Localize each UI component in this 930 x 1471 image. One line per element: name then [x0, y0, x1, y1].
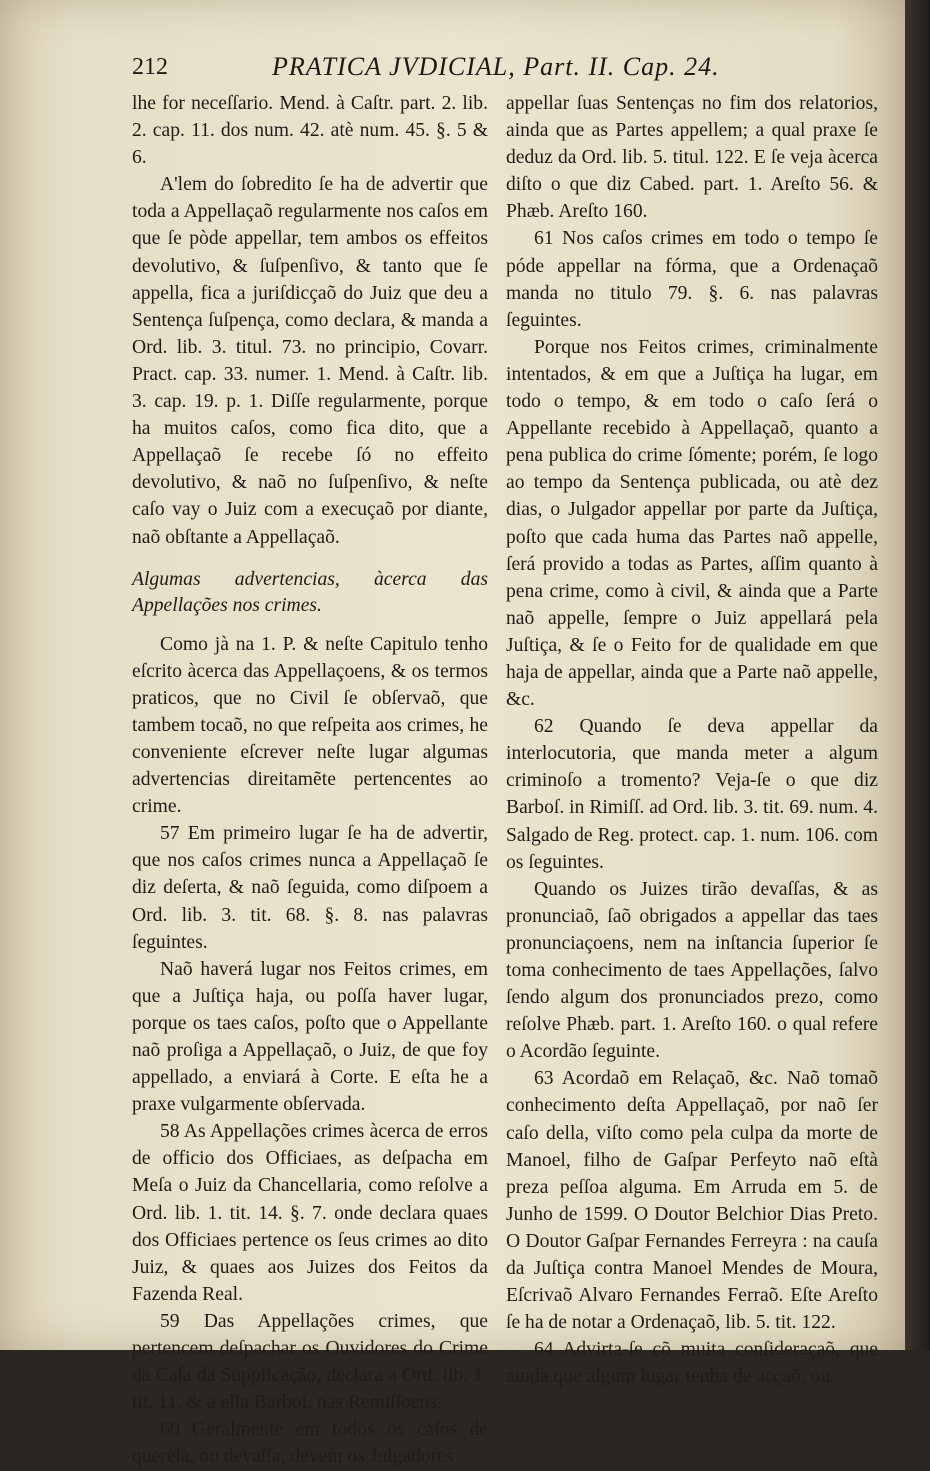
quoted-paragraph: Naõ haverá lugar nos Feitos crimes, em que a Juſtiça haja, ou poſſa haver lugar, porque os taes caſos, poſto que o Appellante naõ proſiga a Appellaçaõ, o Juiz, de que foy appellado, a enviará à Corte. E eſta he a praxe vulgarmente obſervada. [132, 958, 488, 1116]
paragraph: appellar ſuas Sentenças no fim dos relatorios, ainda que as Partes appellem; a qual praxe ſe deduz da Ord. lib. 5. titul. 122. E ſe veja àcerca diſto o que diz Cabed. part. 1. Areſto 56. & Phæb. Areſto 160. [506, 93, 878, 223]
paragraph: 57 Em primeiro lugar ſe ha de advertir, que nos caſos crimes nunca a Appellaçaõ ſe diz deſerta, & naõ ſeguida, como diſpoem a Ord. lib. 3. tit. 68. §. 8. nas palavras ſeguintes. [132, 823, 488, 953]
paragraph: 61 Nos caſos crimes em todo o tempo ſe póde appellar na fórma, que a Ordenaçaõ manda no titulo 79. §. 6. nas palavras ſeguintes. [506, 228, 878, 331]
quoted-paragraph: Porque nos Feitos crimes, criminalmente intentados, & em que a Juſtiça ha lugar, em todo o tempo, & em todo o caſo ſerá o Appellante recebido à Appellaçaõ, quanto a pena publica do crime ſómente; porém, ſe logo ao tempo da Sentença publicada, ou atè dez dias, o Julgador appellar por parte da Juſtiça, poſto que cada huma das Partes naõ appelle, ſerá provido a todas as Partes, aſſim quanto à pena crime, como à civil, & ainda que a Parte naõ appelle, ſempre o Juiz appellará pela Juſtiça, & ſe o Feito for de qualidade em que haja de appellar, ainda que a Parte naõ appelle, &c. [506, 336, 878, 711]
running-head: PRATICA JVDICIAL, Part. II. Cap. 24. [272, 52, 720, 81]
paragraph: Como jà na 1. P. & neſte Capitulo tenho eſcrito àcerca das Appellaçoens, & os termos praticos, que no Civil ſe obſervaõ, que tambem tocaõ, no que reſpeita aos crimes, he conveniente eſcrever neſte lugar algumas advertencias direitamẽte pertencentes ao crime. [132, 633, 488, 818]
paragraph: 64 Advirta-ſe cõ muita conſideraçaõ, que ainda que algum lugar tenha de acçaõ, ou [506, 1339, 878, 1388]
paragraph: Quando os Juizes tirão devaſſas, & as pronunciaõ, ſaõ obrigados a appellar das taes pronunciaçoens, nem na inſtancia ſuperior ſe toma conhecimento de taes Appellações, ſalvo ſendo algum dos pronunciados prezo, como reſolve Phæb. part. 1. Areſto 160. o qual refere o Acordão ſeguinte. [506, 878, 878, 1063]
book-spine-edge [905, 0, 930, 1350]
paragraph: 63 Acordaõ em Relaçaõ, &c. Naõ tomaõ conhecimento deſta Appellaçaõ, por naõ ſer caſo della, viſto como pela culpa da morte de Manoel, filho de Gaſpar Perfeyto naõ eſtà preza peſſoa alguma. Em Arruda em 5. de Junho de 1599. O Doutor Belchior Dias Preto. O Doutor Gaſpar Fernandes Ferreyra : na cauſa da Juſtiça contra Manoel Mendes de Moura, Eſcrivaõ Alvaro Fernandes Ferraõ. Eſte Areſto ſe ha de notar a Ordenaçaõ, lib. 5. tit. 122. [506, 1068, 878, 1334]
left-column [132, 90, 488, 1471]
page-header [132, 52, 892, 88]
page-number: 212 [132, 54, 168, 80]
paragraph: 62 Quando ſe deva appellar da interlocutoria, que manda meter a algum criminoſo a tromento? Veja-ſe o que diz Barboſ. in Rimiſſ. ad Ord. lib. 3. tit. 69. num. 4. Salgado de Reg. protect. cap. 1. num. 106. com os ſeguintes. [506, 716, 878, 873]
section-heading: Algumas advertencias, àcerca das Appellações nos crimes. [132, 568, 488, 616]
paragraph: lhe for neceſſario. Mend. à Caſtr. part. 2. lib. 2. cap. 11. dos num. 42. atè num. 45. §. 5 & 6. [132, 93, 488, 169]
paragraph: 59 Das Appellações crimes, que pertencem deſpachar os Ouvidores do Crime da Caſa da Supplicação, declara a Ord. lib. 1. tit. 11. & a ella Barboſ. nas Remiſſoens. [132, 1310, 488, 1414]
paragraph: 58 As Appellações crimes àcerca de erros de officio dos Officiaes, as deſpacha em Meſa o Juiz da Chancellaria, como reſolve a Ord. lib. 1. tit. 14. §. 7. onde declara quaes dos Officiaes pertence os ſeus crimes ao dito Juiz, & quaes aos Juizes dos Feitos da Fazenda Real. [132, 1121, 488, 1305]
paragraph: A'lem do ſobredito ſe ha de advertir que toda a Appellaçaõ regularmente nos caſos em que ſe pòde appellar, tem ambos os effeitos devolutivo, & ſuſpenſivo, & tanto que ſe appella, fica a juriſdicçaõ do Juiz que deu a Sentença ſuſpença, como declara, & manda a Ord. lib. 3. titul. 73. no principio, Covarr. Pract. cap. 33. numer. 1. Mend. à Caſtr. lib. 3. cap. 19. p. 1. Diſſe regularmente, porque ha muitos caſos, como fica dito, que a Appellaçaõ ſe recebe ſó no effeito devolutivo, & naõ no ſuſpenſivo, & neſte caſo vay o Juiz com a execuçaõ por diante, naõ obſtante a Appellaçaõ. [132, 174, 488, 548]
right-column [506, 90, 878, 1391]
paragraph: 60 Geralmente em todos os caſos de querela, ou devaſſa, devem os Julgadores [132, 1419, 488, 1468]
